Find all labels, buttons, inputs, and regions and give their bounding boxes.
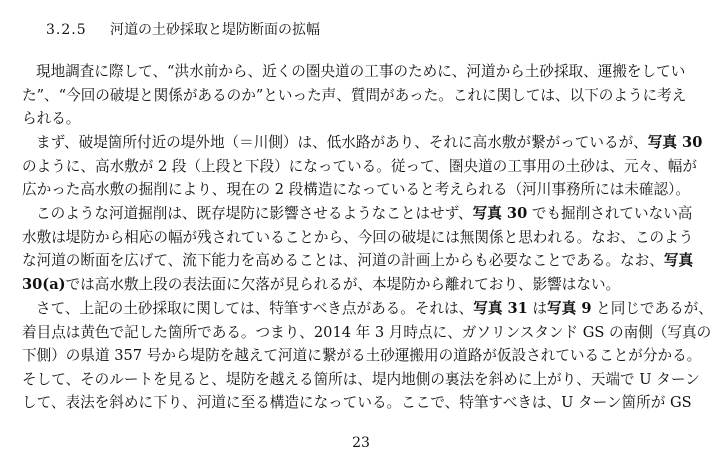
paragraph-line: [22, 107, 698, 131]
photo-reference: 写真 30: [472, 205, 528, 222]
paragraph-line: [22, 178, 698, 202]
paragraph-line: [22, 321, 712, 345]
paragraph-3: [22, 202, 698, 296]
paragraph-line: [22, 344, 702, 368]
photo-reference: 写真: [663, 252, 694, 270]
text-run: でも掘削されていない高: [527, 205, 693, 222]
paragraph-line: [22, 131, 703, 155]
paragraph-4: [22, 297, 713, 415]
text-run: と同じであるが、: [591, 300, 713, 317]
text-run: このような河道掘削は、既存堤防に影響させるようなことはせず、: [36, 205, 473, 222]
text-run: 着目点は黄色で記した箇所である。つまり、2014 年 3 月時点に、ガソリンスタンド GS の南側（写真の: [22, 323, 712, 341]
text-run: さて、上記の土砂採取に関しては、特筆すべき点がある。それは、: [36, 300, 474, 317]
photo-reference: 写真 31: [473, 300, 528, 317]
text-run: では高水敷上段の表法面に欠落が見られるが、本堤防から離れており、影響はない。: [65, 275, 621, 293]
text-run: は: [527, 300, 548, 317]
paragraph-line: [22, 60, 698, 84]
text-run: 下側）の県道 357 号から堤防を越えて河道に繋がる土砂運搬用の道路が仮設されていることが分かる。: [22, 347, 702, 365]
paragraph-line: [22, 273, 698, 297]
paragraph-line: [22, 368, 698, 392]
text-run: のように、高水敷が 2 段（上段と下段）になっている。従って、圏央道の工事用の土砂は、元々、幅が: [22, 157, 697, 175]
text-run: 水敷は堤防から相応の幅が残されていることから、今回の破堤には無関係と思われる。なお、このよう: [22, 228, 694, 246]
paragraph-line: [22, 202, 698, 226]
paragraph-line: [22, 297, 713, 321]
section-title: 河道の土砂採取と堤防断面の拡幅: [110, 22, 320, 38]
text-run: た”、“今回の破堤と関係があるのか”といった声、質問があった。これに関しては、以下のように考え: [22, 86, 687, 104]
section-number: 3.2.5: [46, 22, 87, 38]
photo-reference: 写真 30: [647, 134, 703, 151]
text-run: 現地調査に際して、“洪水前から、近くの圏央道の工事のために、河道から土砂採取、運搬をしてい: [36, 63, 686, 80]
text-run: 広かった高水敷の掘削により、現在の 2 段構造になっていると考えられる（河川事務所には未確認）。: [22, 181, 690, 199]
paragraph-2: [22, 131, 703, 202]
text-run: して、表法を斜めに下り、河道に至る構造になっている。ここで、特筆すべきは、U ターン箇所が GS: [22, 394, 692, 412]
text-run: な河道の断面を広げて、流下能力を高めることは、河道の計画上からも必要なことである。なお、: [22, 252, 664, 270]
paragraph-line: [22, 155, 698, 179]
section-heading: [46, 20, 320, 40]
page-number: 23: [352, 435, 370, 451]
paragraph-line: [22, 226, 698, 250]
photo-reference: 写真 9: [547, 300, 592, 317]
paragraph-1: [22, 60, 698, 131]
paragraph-line: [22, 249, 698, 273]
paragraph-line: [22, 84, 698, 108]
photo-reference: 30(a): [22, 275, 66, 293]
text-run: そして、そのルートを見ると、堤防を越える箇所は、堤内地側の裏法を斜めに上がり、天端で U ターン: [22, 370, 700, 388]
paragraph-line: [22, 391, 698, 415]
text-run: られる。: [22, 110, 81, 128]
text-run: まず、破堤箇所付近の堤外地（＝川側）は、低水路があり、それに高水敷が繋がっているが、: [36, 134, 648, 151]
